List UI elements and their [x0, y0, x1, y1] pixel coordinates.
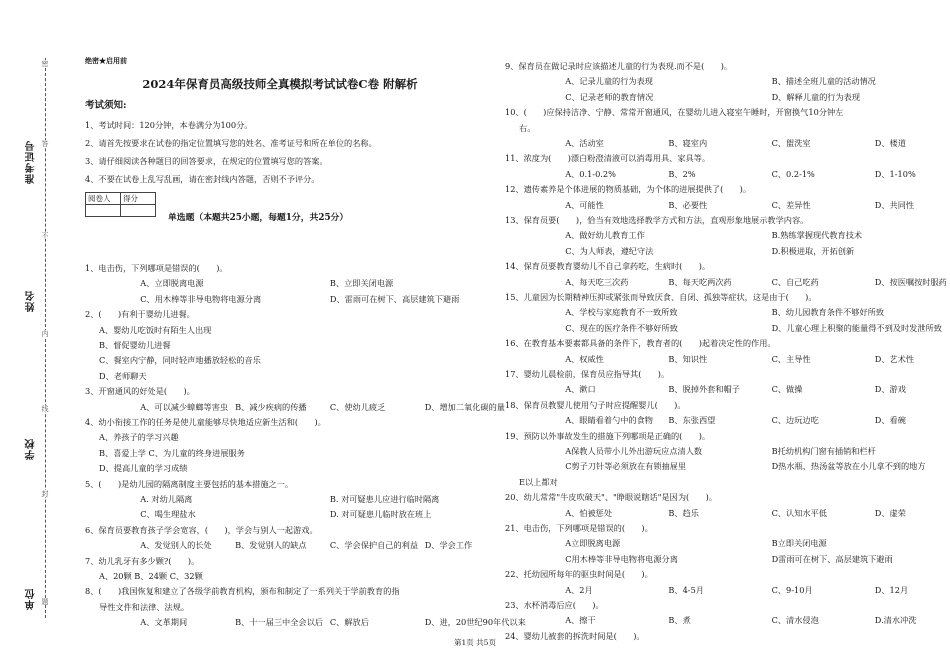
question-text: 11、浓度为( )漂白粉澄清液可以消毒用具、家具等。 — [505, 153, 711, 164]
answer-option[interactable]: B.熟练掌握现代教育技术 — [771, 230, 863, 241]
question-text: 7、幼儿乳牙有多少颗?( )。 — [85, 555, 200, 566]
answer-option[interactable]: D、游戏 — [874, 384, 906, 395]
option-row — [505, 552, 935, 567]
option-row — [85, 446, 480, 461]
answer-option[interactable]: 导性文件和法律、法规。 — [99, 601, 190, 612]
grader-label: 阅卷人 — [86, 193, 121, 205]
score-label: 得分 — [121, 193, 156, 205]
option-row — [505, 275, 947, 290]
seal-mark: 线 — [41, 405, 49, 412]
answer-option[interactable]: C、0.2-1% — [771, 168, 815, 179]
answer-option[interactable]: A、20颗 B、24颗 C、32颗 — [99, 570, 203, 581]
option-row — [85, 400, 505, 415]
score-cell[interactable] — [121, 205, 156, 217]
note-item: 4、不要在试卷上乱写乱画，请在密封线内答题，否则不予评分。 — [85, 174, 320, 184]
secret-mark: 绝密★启用前 — [85, 56, 127, 65]
option-row — [505, 475, 935, 490]
answer-option[interactable]: D. 对可疑患儿临时放在班上 — [329, 509, 432, 520]
answer-option[interactable]: B托幼机构门窗有插销和栏杆 — [771, 445, 876, 456]
question-text: 1、电击伤，下列哪项是错误的( )。 — [85, 263, 228, 273]
answer-option[interactable]: C、现在的医疗条件不够好所致 — [565, 322, 678, 333]
option-row — [505, 198, 935, 213]
option-row — [505, 228, 935, 243]
answer-option[interactable]: D、雷雨可在树下、高层建筑下避雨 — [329, 293, 460, 304]
left-question-column — [85, 261, 526, 631]
answer-option[interactable]: B、减少疾病的传播 — [235, 401, 307, 412]
option-row — [505, 352, 935, 367]
answer-option[interactable]: C用木棒等非导电物将电源分离 — [565, 553, 678, 564]
answer-option[interactable]: D、提高儿童的学习成绩 — [99, 463, 188, 474]
question-text: 15、儿童因为长期精神压抑或紧张而导致厌食、自闭、孤独等症状，这是由于( )。 — [505, 291, 817, 302]
page-footer: 第1页 共5页 — [454, 638, 496, 647]
answer-option[interactable]: A、养孩子的学习兴趣 — [99, 432, 179, 443]
question-text: 21、电击伤，下列哪项是错误的( )。 — [505, 522, 653, 533]
question-text: 18、保育员教婴儿使用勺子时应提醒婴儿( )。 — [505, 399, 686, 410]
answer-option[interactable]: A立即脱离电源 — [565, 538, 621, 549]
answer-option[interactable]: A、2月 — [565, 584, 593, 595]
answer-option[interactable]: D、解释儿童的行为表现 — [771, 91, 861, 102]
answer-option[interactable]: C、差异性 — [771, 199, 811, 210]
seal-mark: 封 — [41, 490, 49, 497]
answer-option[interactable]: A、0.1-0.2% — [565, 168, 616, 179]
option-row — [505, 459, 935, 474]
answer-option[interactable]: C、清水侵泡 — [771, 615, 819, 626]
question-text: 22、托幼园所每年的驱虫时间是( )。 — [505, 569, 653, 580]
answer-option[interactable]: B、幼儿园教育条件不够好所致 — [771, 307, 885, 318]
option-row — [505, 74, 935, 89]
answer-option[interactable]: A. 对幼儿隔离 — [140, 493, 193, 504]
option-row — [85, 338, 480, 353]
answer-option[interactable]: C剪子刀针等必须放在有锁抽屉里 — [565, 461, 687, 472]
answer-option[interactable]: A、每天吃三次药 — [565, 276, 629, 287]
answer-option[interactable]: B、寝室内 — [668, 137, 708, 148]
answer-option[interactable]: A、擦干 — [565, 615, 596, 626]
binding-margin — [0, 0, 62, 671]
option-row — [85, 492, 480, 507]
answer-option[interactable]: A、眼睛看着勺中的食物 — [565, 415, 653, 426]
answer-option[interactable]: D、虚荣 — [874, 507, 906, 518]
answer-option[interactable]: A、婴幼儿吃饭时有陌生人出现 — [99, 324, 212, 335]
option-row — [85, 461, 480, 476]
answer-option[interactable]: B、立即关闭电源 — [329, 278, 394, 289]
option-row — [505, 536, 935, 551]
answer-option[interactable]: B、4-5月 — [668, 584, 704, 595]
answer-option[interactable]: B、必要性 — [668, 199, 708, 210]
note-item: 1、考试时间：120分钟，本卷满分为100分。 — [85, 120, 253, 130]
answer-option[interactable]: A、学校与家庭教育不一致所致 — [565, 307, 678, 318]
page-title: 2024年保育员高级技师全真模拟考试试卷C卷 附解析 — [142, 77, 418, 91]
answer-option[interactable]: C、餐室内宁静，同时轻声地播放轻松的音乐 — [99, 355, 261, 366]
option-row — [85, 430, 480, 445]
answer-option[interactable]: A、漱口 — [565, 384, 596, 395]
answer-option[interactable]: B立即关闭电源 — [771, 538, 827, 549]
answer-option[interactable]: A、发觉别人的长处 — [140, 540, 212, 551]
answer-option[interactable]: D、增加二氧化碳的量 — [424, 401, 505, 412]
answer-option[interactable]: A、可能性 — [565, 199, 604, 210]
option-row — [505, 305, 935, 320]
answer-option[interactable]: 右。 — [519, 122, 536, 133]
seal-mark: 不 — [41, 232, 49, 239]
exam-notes — [85, 116, 475, 188]
answer-option[interactable]: C、9-10月 — [771, 584, 813, 595]
option-row — [85, 600, 480, 615]
answer-option[interactable]: A、记录儿童的行为表现 — [565, 76, 653, 87]
answer-option[interactable]: D、12月 — [874, 584, 909, 595]
answer-option[interactable]: A、文革期间 — [140, 617, 188, 628]
seal-mark: 答 — [41, 140, 49, 147]
option-row — [505, 90, 935, 105]
label-school: 学校 — [26, 438, 37, 460]
option-row — [85, 369, 480, 384]
section-heading: 单选题（本题共25小题，每题1分，共25分） — [168, 213, 349, 223]
answer-option[interactable]: A、做好幼儿教育工作 — [565, 230, 645, 241]
option-row — [505, 382, 935, 397]
option-row — [85, 615, 526, 630]
option-row — [85, 507, 480, 522]
answer-option[interactable]: E以上都对 — [519, 476, 558, 487]
answer-option[interactable]: A、怕被惩处 — [565, 507, 613, 518]
answer-option[interactable]: A、权威性 — [565, 353, 604, 364]
score-table — [85, 192, 156, 217]
answer-option[interactable]: B、东张西望 — [668, 415, 716, 426]
question-text: 13、保育员要( )，恰当有效地选择教学方式和方法，直观形象地展示教学内容。 — [505, 214, 809, 225]
answer-option[interactable]: C、为人师表，遵纪守法 — [565, 245, 654, 256]
answer-option[interactable]: D、老师聊天 — [99, 370, 147, 381]
grader-cell[interactable] — [86, 205, 121, 217]
answer-option[interactable]: D、1-10% — [874, 168, 916, 179]
answer-option[interactable]: B、每天吃两次药 — [668, 276, 732, 287]
answer-option[interactable]: C、认知水平低 — [771, 507, 827, 518]
seal-mark: 题 — [41, 598, 49, 605]
answer-option[interactable]: C、喝生理盐水 — [140, 509, 196, 520]
question-text: 24、婴幼儿被套的拆洗时间是( )。 — [505, 630, 645, 641]
answer-option[interactable]: C、自己吃药 — [771, 276, 819, 287]
answer-option[interactable]: D、进，20世纪90年代以来 — [424, 617, 526, 628]
answer-option[interactable]: C、盥洗室 — [771, 137, 811, 148]
label-exam-number: 准考证号 — [26, 140, 37, 184]
question-text: 16、在教育基本要素都具备的条件下，教育者的( )起着决定性的作用。 — [505, 338, 776, 349]
question-text: 8、( )我国恢复和建立了各级学前教育机构，颁布和制定了一系列关于学前教育的指 — [85, 586, 400, 597]
question-text: 4、幼小衔接工作的任务是使儿童能够尽快地适应新生活和( )。 — [85, 416, 326, 427]
option-row — [505, 506, 935, 521]
option-row — [85, 323, 480, 338]
answer-option[interactable]: A、活动室 — [565, 137, 604, 148]
answer-option[interactable]: C、记录老师的教育情况 — [565, 91, 654, 102]
note-item: 2、请首先按要求在试卷的指定位置填写您的姓名、准考证号和所在单位的名称。 — [85, 138, 377, 148]
question-text: 2、( )有利于婴幼儿进餐。 — [85, 309, 195, 320]
answer-option[interactable]: C、主导性 — [771, 353, 811, 364]
label-name: 姓名 — [26, 290, 37, 312]
option-row — [505, 583, 935, 598]
answer-option[interactable]: B、煮 — [668, 615, 691, 626]
answer-option[interactable]: D、看碗 — [874, 415, 906, 426]
question-text: 14、保育员要教育婴幼儿不自己拿药吃，生病时( )。 — [505, 261, 711, 272]
question-text: 23、水杯消毒后应( )。 — [505, 599, 604, 610]
right-question-column — [505, 59, 947, 644]
answer-option[interactable]: A保教人员带小儿外出游玩应点清人数 — [565, 445, 703, 456]
option-row — [505, 413, 935, 428]
answer-option[interactable]: D.清水冲洗 — [874, 615, 917, 626]
answer-option[interactable]: C、使幼儿疲乏 — [329, 401, 386, 412]
answer-option[interactable]: B、发觉别人的缺点 — [235, 540, 307, 551]
option-row — [85, 538, 480, 553]
option-row — [505, 321, 942, 336]
question-text: 5、( )是幼儿园的隔离制度主要包括的基本措施之一。 — [85, 478, 294, 489]
answer-option[interactable]: B、脱掉外套和帽子 — [668, 384, 740, 395]
answer-option[interactable]: C、做操 — [771, 384, 803, 395]
answer-option[interactable]: D、学会工作 — [424, 540, 473, 551]
option-row — [85, 353, 480, 368]
question-text: 10、( )应保持洁净、宁静、常常开窗通风，在婴幼儿进入寝室午睡时，开窗换气10分钟左 — [505, 107, 844, 118]
answer-option[interactable]: D、儿童心理上积聚的能量得不到及时发泄所致 — [771, 322, 942, 333]
answer-option[interactable]: C、学会保护自己的利益 — [329, 540, 419, 551]
answer-option[interactable]: B. 对可疑患儿应进行临时隔离 — [329, 493, 440, 504]
seal-mark: 密 — [41, 60, 49, 67]
seal-mark: 内 — [41, 330, 49, 337]
answer-option[interactable]: D.积极进取，开拓创新 — [771, 245, 855, 256]
answer-option[interactable]: D、楼道 — [874, 137, 906, 148]
option-row — [505, 121, 935, 136]
option-row — [505, 244, 935, 259]
question-text: 19、预防以外事故发生的措施下列哪项是正确的( )。 — [505, 430, 711, 441]
answer-option[interactable]: A、可以减少蟑螂等害虫 — [140, 401, 229, 412]
answer-option[interactable]: C、用木棒等非导电物将电源分离 — [140, 293, 262, 304]
question-text: 6、保育员要教育孩子学会宽容，( )，学会与别人一起游戏。 — [85, 524, 318, 535]
answer-option[interactable]: D、艺术性 — [874, 353, 915, 364]
answer-option[interactable]: D、共同性 — [874, 199, 915, 210]
option-row — [85, 569, 480, 584]
answer-option[interactable]: D雷雨可在树下、高层建筑下避雨 — [771, 553, 893, 564]
question-text: 17、婴幼儿晨检前，保育员应指导其( )。 — [505, 368, 670, 379]
answer-option[interactable]: B、描述全班儿童的活动情况 — [771, 76, 876, 87]
answer-option[interactable]: B、2% — [668, 168, 696, 179]
notice-heading: 考试须知: — [85, 100, 127, 111]
answer-option[interactable]: B、喜爱上学 C、为儿童的终身进展服务 — [99, 447, 245, 458]
option-row — [85, 292, 480, 307]
answer-option[interactable]: B、十一届三中全会以后 — [235, 617, 323, 628]
answer-option[interactable]: C、解放后 — [329, 617, 369, 628]
label-unit: 单位 — [26, 588, 37, 610]
option-row — [85, 276, 480, 291]
answer-option[interactable]: D热水瓶、热汤盆等放在小儿拿不到的地方 — [771, 461, 926, 472]
question-text: 9、保育员在做记录时应该描述儿童的行为表现.而不是( )。 — [505, 61, 733, 71]
answer-option[interactable]: A、立即脱离电源 — [140, 278, 204, 289]
answer-option[interactable]: B、督促婴幼儿进餐 — [99, 339, 171, 350]
option-row — [505, 444, 935, 459]
answer-option[interactable]: C、边玩边吃 — [771, 415, 819, 426]
answer-option[interactable]: B、知识性 — [668, 353, 708, 364]
question-text: 3、开窗通风的好处是( )。 — [85, 386, 195, 397]
answer-option[interactable]: B、趋乐 — [668, 507, 699, 518]
note-item: 3、请仔细阅读各种题目的回答要求，在规定的位置填写您的答案。 — [85, 156, 328, 166]
question-text: 12、遗传素养是个体进展的物质基础，为个体的进展提供了( )。 — [505, 184, 752, 195]
answer-option[interactable]: D、按医嘱按时服药 — [874, 276, 947, 287]
option-row — [505, 613, 935, 628]
option-row — [505, 167, 935, 182]
question-text: 20、幼儿常常"牛皮吹破天"、"睁眼说瞎话"是因为( )。 — [505, 492, 717, 503]
option-row — [505, 136, 935, 151]
